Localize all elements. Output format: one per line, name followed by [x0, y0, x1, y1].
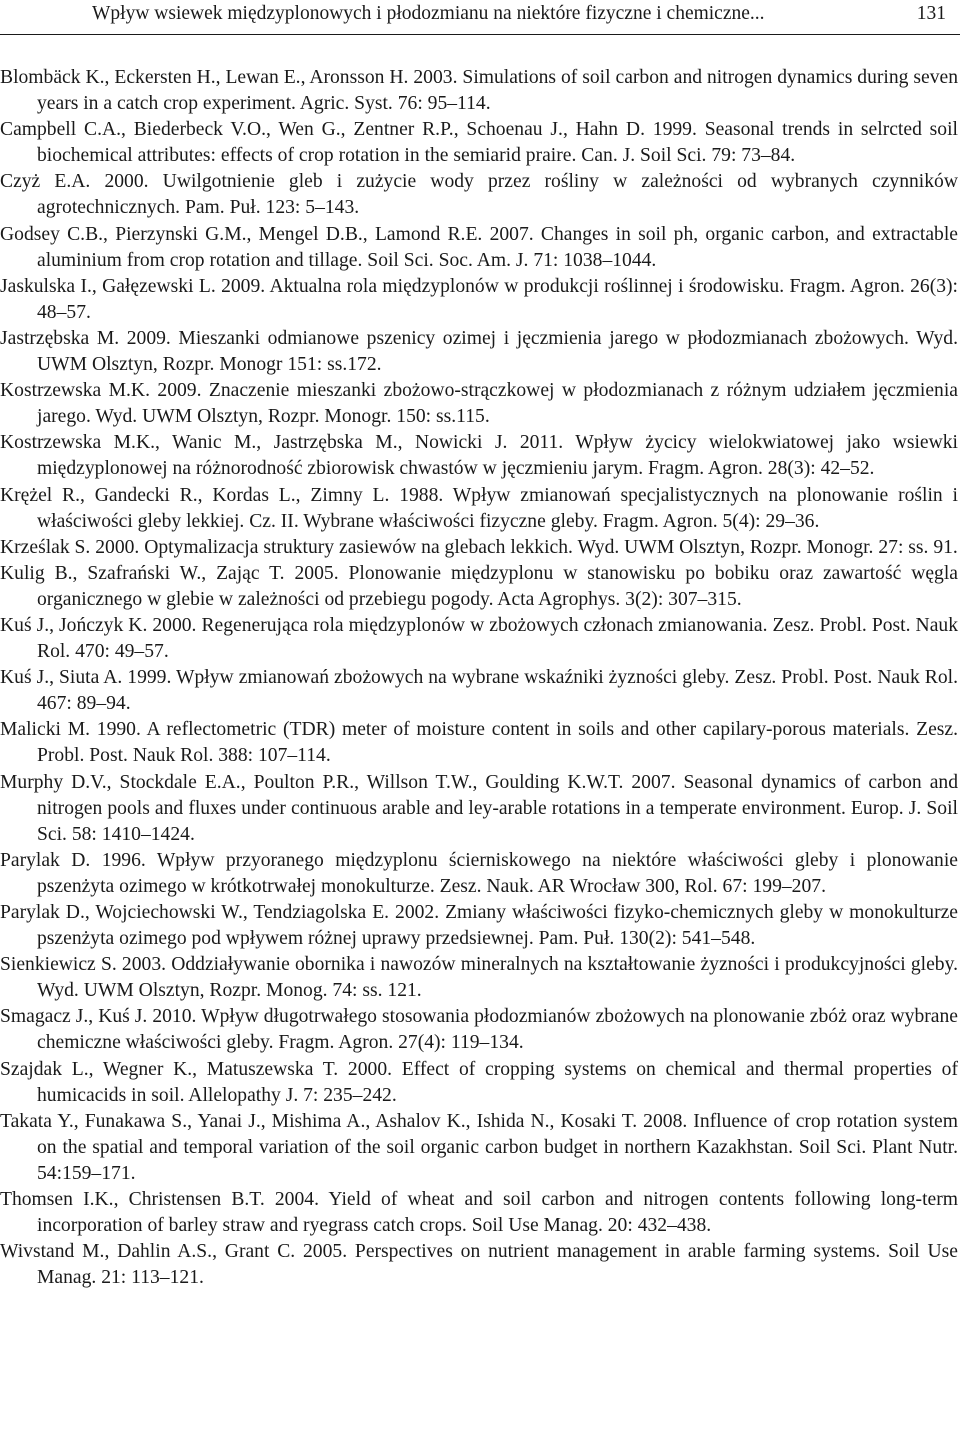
reference-item: Campbell C.A., Biederbeck V.O., Wen G., Zentner R.P., Schoenau J., Hahn D. 1999. Seasonal trends in selrcted soil biochemical attributes: effects of crop rotation in the semiarid praire. Can. J. Soil Sci. 79: 73–84.	[0, 119, 958, 167]
reference-item: Kuś J., Jończyk K. 2000. Regenerująca rola międzyplonów w zbożowych członach zmianowania. Zesz. Probl. Post. Nauk Rol. 470: 49–57.	[0, 614, 958, 663]
reference-item: Jaskulska I., Gałęzewski L. 2009. Aktualna rola międzyplonów w produkcji roślinnej i środowisku. Fragm. Agron. 26(3): 48–57.	[0, 275, 958, 323]
reference-item: Kostrzewska M.K., Wanic M., Jastrzębska M., Nowicki J. 2011. Wpływ życicy wielokwiatowej jako wsiewki międzyplonowej na różnorodność zbiorowisk chwastów w jęczmieniu jarym. Fragm. Agron. 28(3): 42–52.	[0, 432, 958, 480]
reference-item: Smagacz J., Kuś J. 2010. Wpływ długotrwałego stosowania płodozmianów zbożowych na plonowanie zbóż oraz wybrane chemiczne właściwości gleby. Fragm. Agron. 27(4): 119–134.	[0, 1006, 958, 1054]
reference-item: Murphy D.V., Stockdale E.A., Poulton P.R., Willson T.W., Goulding K.W.T. 2007. Seasonal dynamics of carbon and nitrogen pools and fluxes under continuous arable and ley-arable rotations in a temperate environment. Europ. J. Soil Sci. 58: 1410–1424.	[0, 771, 958, 845]
header-divider	[0, 34, 960, 35]
reference-item: Godsey C.B., Pierzynski G.M., Mengel D.B., Lamond R.E. 2007. Changes in soil ph, organic carbon, and extractable aluminium from crop rotation and tillage. Soil Sci. Soc. Am. J. 71: 1038–1044.	[0, 223, 958, 271]
reference-item: Kuś J., Siuta A. 1999. Wpływ zmianowań zbożowych na wybrane wskaźniki żyzności gleby. Zesz. Probl. Post. Nauk Rol. 467: 89–94.	[0, 667, 958, 715]
reference-item: Krześlak S. 2000. Optymalizacja struktury zasiewów na glebach lekkich. Wyd. UWM Olsztyn, Rozpr. Monogr. 27: ss. 91.	[0, 536, 958, 558]
reference-item: Parylak D., Wojciechowski W., Tendziagolska E. 2002. Zmiany właściwości fizyko-chemicznych gleby w monokulturze pszenżyta ozimego pod wpływem różnej uprawy przedsiewnej. Pam. Puł. 130(2): 541–548.	[0, 902, 958, 950]
reference-item: Sienkiewicz S. 2003. Oddziaływanie obornika i nawozów mineralnych na kształtowanie żyzności i produkcyjności gleby. Wyd. UWM Olsztyn, Rozpr. Monog. 74: ss. 121.	[0, 954, 958, 1002]
page-number: 131	[916, 3, 946, 24]
reference-item: Kulig B., Szafrański W., Zając T. 2005. Plonowanie międzyplonu w stanowisku po bobiku oraz zawartość węgla organicznego w glebie w zależności od przebiegu pogody. Acta Agrophys. 3(2): 307–315.	[0, 562, 958, 610]
reference-item: Krężel R., Gandecki R., Kordas L., Zimny L. 1988. Wpływ zmianowań specjalistycznych na plonowanie roślin i właściwości gleby lekkiej. Cz. II. Wybrane właściwości fizyczne gleby. Fragm. Agron. 5(4): 29–36.	[0, 484, 958, 532]
running-header-title: Wpływ wsiewek międzyplonowych i płodozmianu na niektóre fizyczne i chemiczne...	[92, 3, 765, 24]
reference-item: Wivstand M., Dahlin A.S., Grant C. 2005. Perspectives on nutrient management in arable farming systems. Soil Use Manag. 21: 113–121.	[0, 1241, 958, 1289]
reference-item: Malicki M. 1990. A reflectometric (TDR) meter of moisture content in soils and other capilary-porous materials. Zesz. Probl. Post. Nauk Rol. 388: 107–114.	[0, 719, 958, 767]
reference-item: Jastrzębska M. 2009. Mieszanki odmianowe pszenicy ozimej i jęczmienia jarego w płodozmianach zbożowych. Wyd. UWM Olsztyn, Rozpr. Monogr 151: ss.172.	[0, 327, 958, 376]
reference-item: Thomsen I.K., Christensen B.T. 2004. Yield of wheat and soil carbon and nitrogen contents following long-term incorporation of barley straw and ryegrass catch crops. Soil Use Manag. 20: 432–438.	[0, 1189, 958, 1237]
reference-item: Parylak D. 1996. Wpływ przyoranego międzyplonu ścierniskowego na niektóre właściwości gleby i plonowanie pszenżyta ozimego w krótkotrwałej monokulturze. Zesz. Nauk. AR Wrocław 300, Rol. 67: 199–207.	[0, 849, 958, 897]
running-header	[0, 0, 960, 36]
reference-list	[0, 65, 958, 1291]
reference-item: Czyż E.A. 2000. Uwilgotnienie gleb i zużycie wody przez rośliny w zależności od wybranych czynników agrotechnicznych. Pam. Puł. 123: 5–143.	[0, 171, 958, 219]
reference-item: Takata Y., Funakawa S., Yanai J., Mishima A., Ashalov K., Ishida N., Kosaki T. 2008. Influence of crop rotation system on the spatial and temporal variation of the soil organic carbon budget in northern Kazakhstan. Soil Sci. Plant Nutr. 54:159–171.	[0, 1110, 958, 1184]
reference-item: Blombäck K., Eckersten H., Lewan E., Aronsson H. 2003. Simulations of soil carbon and nitrogen dynamics during seven years in a catch crop experiment. Agric. Syst. 76: 95–114.	[0, 67, 958, 115]
reference-item: Szajdak L., Wegner K., Matuszewska T. 2000. Effect of cropping systems on chemical and thermal properties of humicacids in soil. Allelopathy J. 7: 235–242.	[0, 1058, 958, 1106]
reference-item: Kostrzewska M.K. 2009. Znaczenie mieszanki zbożowo-strączkowej w płodozmianach z różnym udziałem jęczmienia jarego. Wyd. UWM Olsztyn, Rozpr. Monogr. 150: ss.115.	[0, 380, 958, 428]
